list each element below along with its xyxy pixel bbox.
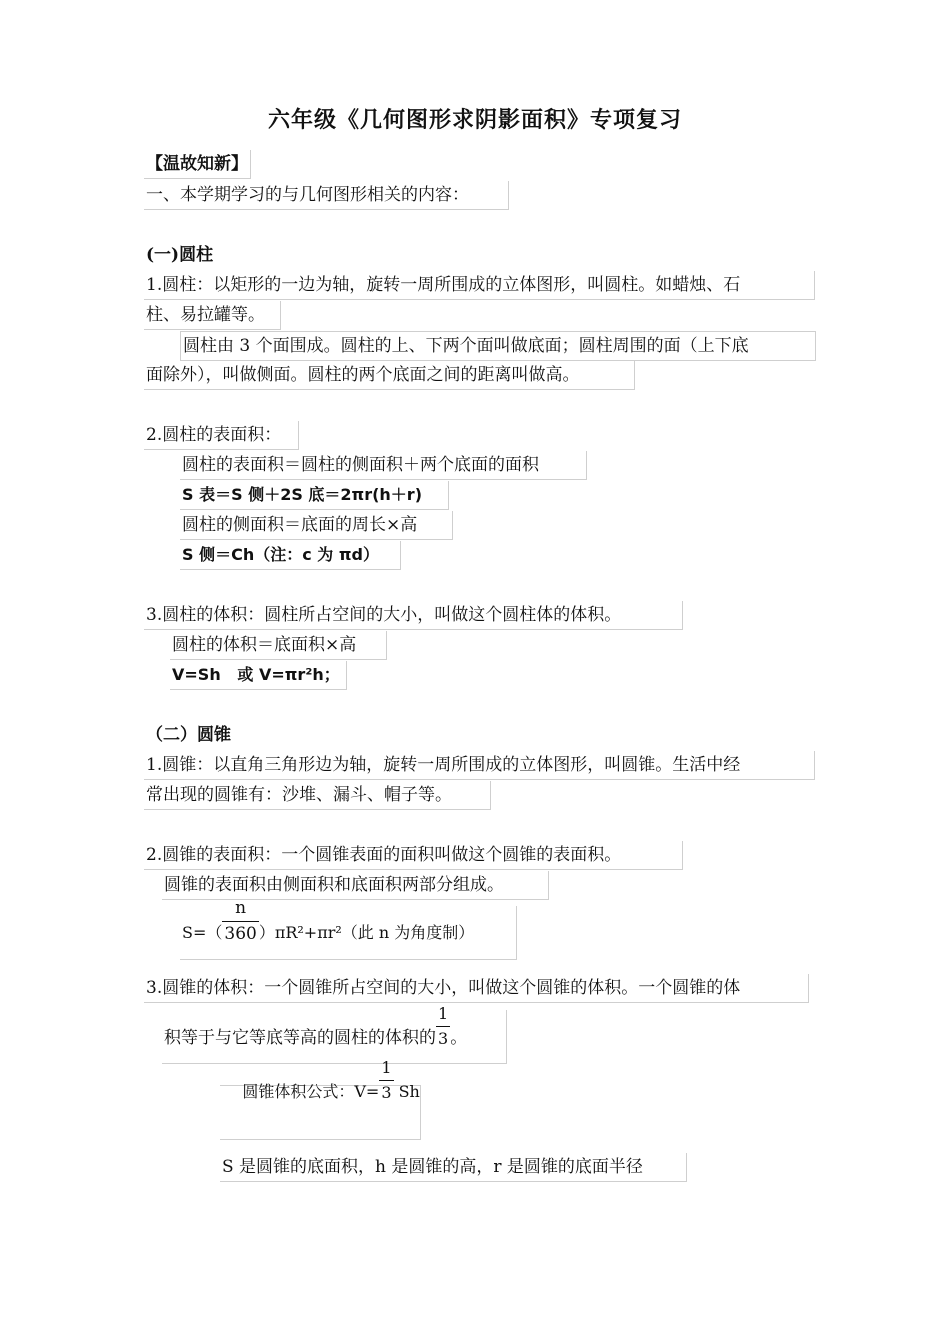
cone-volume-line1: 3.圆锥的体积：一个圆锥所占空间的大小，叫做这个圆锥的体积。一个圆锥的体 — [144, 974, 809, 1003]
cone-volume-formula-denominator: 3 — [381, 1083, 392, 1102]
cylinder-definition-line2: 柱、易拉罐等。 — [144, 301, 281, 330]
page-title: 六年级《几何图形求阴影面积》专项复习 — [267, 107, 682, 133]
cone-surface-heading: 2.圆锥的表面积：一个圆锥表面的面积叫做这个圆锥的表面积。 — [144, 841, 683, 870]
cylinder-volume-formula: V=Sh 或 V=πr²h； — [170, 661, 347, 690]
cone-volume-fraction — [436, 1006, 450, 1047]
cone-surface-formula — [180, 898, 517, 960]
review-header: 【温故知新】 — [144, 150, 251, 179]
cone-volume-formula-numerator: 1 — [379, 1060, 393, 1081]
cylinder-definition-line1: 1.圆柱：以矩形的一边为轴，旋转一周所围成的立体图形，叫圆柱。如蜡烛、石 — [144, 271, 815, 300]
cone-surface-formula-suffix: ）πR²+πr²（此 n 为角度制） — [258, 923, 475, 942]
cone-volume-line2-suffix: 。 — [450, 1028, 468, 1048]
cone-heading: （二）圆锥 — [146, 725, 231, 745]
cylinder-faces-line2: 面除外），叫做侧面。圆柱的两个底面之间的距离叫做高。 — [144, 361, 635, 390]
cone-volume-formula-prefix: 圆锥体积公式：V= — [242, 1082, 380, 1101]
cone-volume-formula — [220, 1058, 421, 1140]
cone-volume-line2-prefix: 积等于与它等底等高的圆柱的体积的 — [164, 1028, 436, 1048]
cylinder-surface-heading: 2.圆柱的表面积： — [144, 421, 299, 450]
cone-surface-text: 圆锥的表面积由侧面积和底面积两部分组成。 — [162, 871, 549, 900]
cone-definition-line2: 常出现的圆锥有：沙堆、漏斗、帽子等。 — [144, 781, 491, 810]
cylinder-lateral-formula: S 侧＝Ch（注：c 为 πd） — [180, 541, 401, 570]
cone-surface-fraction-numerator: n — [222, 900, 258, 922]
cone-volume-formula-suffix: Sh — [393, 1082, 420, 1101]
cone-definition-line1: 1.圆锥：以直角三角形边为轴，旋转一周所围成的立体图形，叫圆锥。生活中经 — [144, 751, 815, 780]
cone-surface-fraction — [222, 900, 258, 943]
cylinder-volume-heading: 3.圆柱的体积：圆柱所占空间的大小，叫做这个圆柱体的体积。 — [144, 601, 683, 630]
cylinder-surface-formula: S 表＝S 侧＋2S 底＝2πr(h＋r) — [180, 481, 449, 510]
cylinder-lateral-text: 圆柱的侧面积＝底面的周长×高 — [180, 511, 453, 540]
cone-variables-text: S 是圆锥的底面积，h 是圆锥的高，r 是圆锥的底面半径 — [220, 1153, 687, 1182]
cylinder-volume-text: 圆柱的体积＝底面积×高 — [170, 631, 387, 660]
cylinder-heading: (一)圆柱 — [146, 245, 214, 265]
cone-volume-fraction-numerator: 1 — [436, 1006, 450, 1027]
cone-surface-fraction-denominator: 360 — [224, 924, 257, 944]
cylinder-surface-text: 圆柱的表面积＝圆柱的侧面积＋两个底面的面积 — [180, 451, 587, 480]
cone-surface-formula-prefix: S=（ — [182, 923, 223, 942]
cone-volume-formula-fraction — [379, 1060, 393, 1101]
cone-volume-fraction-denominator: 3 — [438, 1029, 449, 1048]
cylinder-faces-line1: 圆柱由 3 个面围成。圆柱的上、下两个面叫做底面；圆柱周围的面（上下底 — [180, 331, 816, 361]
intro-text: 一、本学期学习的与几何图形相关的内容： — [144, 181, 509, 210]
